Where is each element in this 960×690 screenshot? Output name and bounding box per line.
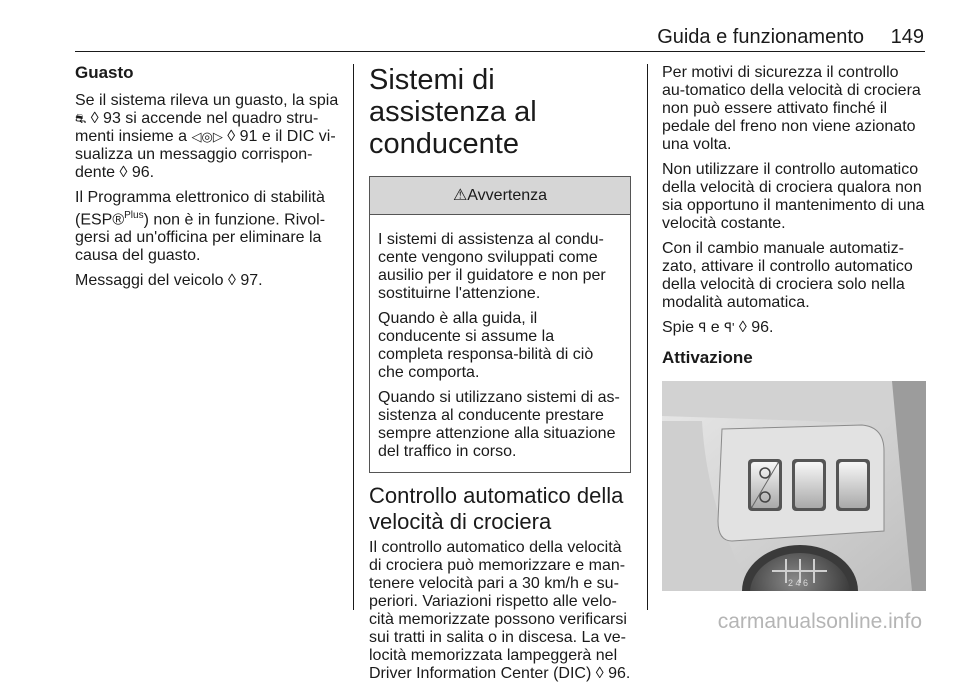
- warning-paragraph-3: Quando si utilizzano sistemi di as-sistenza al conducente prestare sempre attenzione alla situazione del traffico in corso.: [378, 389, 620, 460]
- esp-warning-icon: ◁◎▷: [191, 129, 223, 144]
- paragraph-guasto-1: Se il sistema rileva un guasto, la spia ⛐ ◊ 93 si accende nel quadro stru-menti insieme a ◁◎▷ ◊ 91 e il DIC vi-sualizza un messaggio corrispon-dente ◊ 96.: [75, 92, 339, 181]
- heading-attivazione: Attivazione: [662, 348, 753, 367]
- column-divider-2: [647, 64, 648, 610]
- page-ref-icon: ◊: [90, 110, 99, 127]
- warning-paragraph-1: I sistemi di assistenza al condu-cente vengono sviluppati come ausilio per il guidatore e non per sostituirne l'attenzione.: [378, 231, 606, 302]
- column-1: [75, 64, 345, 297]
- watermark: carmanualsonline.info: [717, 610, 922, 633]
- center-console-image: [662, 381, 926, 591]
- heading-guasto: Guasto: [75, 63, 134, 82]
- warning-triangle-icon: ⚠: [452, 187, 468, 204]
- paragraph-constant-speed: Non utilizzare il controllo automatico della velocità di crociera qualora non sia opportuno il mantenimento di una velocità costante.: [662, 161, 925, 232]
- header-rule: [75, 51, 925, 52]
- page-ref-icon: ◊: [738, 319, 747, 336]
- column-divider-1: [353, 64, 354, 610]
- center-console-photo: [662, 381, 926, 591]
- warning-body: [370, 215, 630, 472]
- paragraph-guasto-3: Messaggi del veicolo ◊ 97.: [75, 272, 263, 290]
- brake-warning-icon: ⛐: [75, 111, 87, 126]
- cruise-control-set-icon: ꟼ': [724, 320, 735, 335]
- warning-box: [369, 176, 631, 473]
- page-header: [0, 26, 960, 50]
- page-ref-icon: ◊: [227, 272, 236, 290]
- gear-digits: 2 4 6: [788, 578, 809, 588]
- paragraph-guasto-2: Il Programma elettronico di stabilità (ESP®$^{Plus}$) non è in funzione. Rivol-gersi ad un'officina per eliminare la causa del guasto.: [75, 189, 326, 265]
- section-title: Guida e funzionamento: [657, 26, 864, 48]
- paragraph-cruise-1: Il controllo automatico della velocità di crociera può memorizzare e man-tenere velocità pari a 30 km/h e su-periori. Variazioni rispetto alle velo-cità memorizzate possono verificarsi sui tratti in salita o in discesa. La ve-locità memorizzata lampeggerà nel Driver Information Center (DIC) ◊ 96.: [369, 539, 631, 682]
- page-number: 149: [890, 26, 924, 48]
- paragraph-safety: Per motivi di sicurezza il controllo au-tomatico della velocità di crociera non può essere attivato finché il pedale del freno non viene azionato una volta.: [662, 64, 921, 153]
- page-ref-icon: ◊: [119, 164, 128, 181]
- column-3: [662, 64, 926, 591]
- paragraph-indicators: Spie ꟼ e ꟼ' ◊ 96.: [662, 319, 774, 336]
- subsection-title-cruise: Controllo automatico della velocità di crociera: [369, 483, 624, 534]
- cruise-control-icon: ꟼ: [698, 320, 707, 335]
- page-ref-icon: ◊: [227, 128, 236, 145]
- warning-title: Avvertenza: [467, 187, 548, 204]
- column-2: [369, 64, 631, 690]
- page-ref-icon: ◊: [595, 665, 604, 682]
- section-title-assistance: Sistemi di assistenza al conducente: [369, 64, 537, 160]
- paragraph-automatic-mode: Con il cambio manuale automatiz-zato, attivare il controllo automatico della velocità di crociera solo nella modalità automatica.: [662, 240, 913, 311]
- warning-paragraph-2: Quando è alla guida, il conducente si assume la completa responsa-bilità di ciò che comporta.: [378, 310, 594, 381]
- warning-header: [370, 177, 630, 215]
